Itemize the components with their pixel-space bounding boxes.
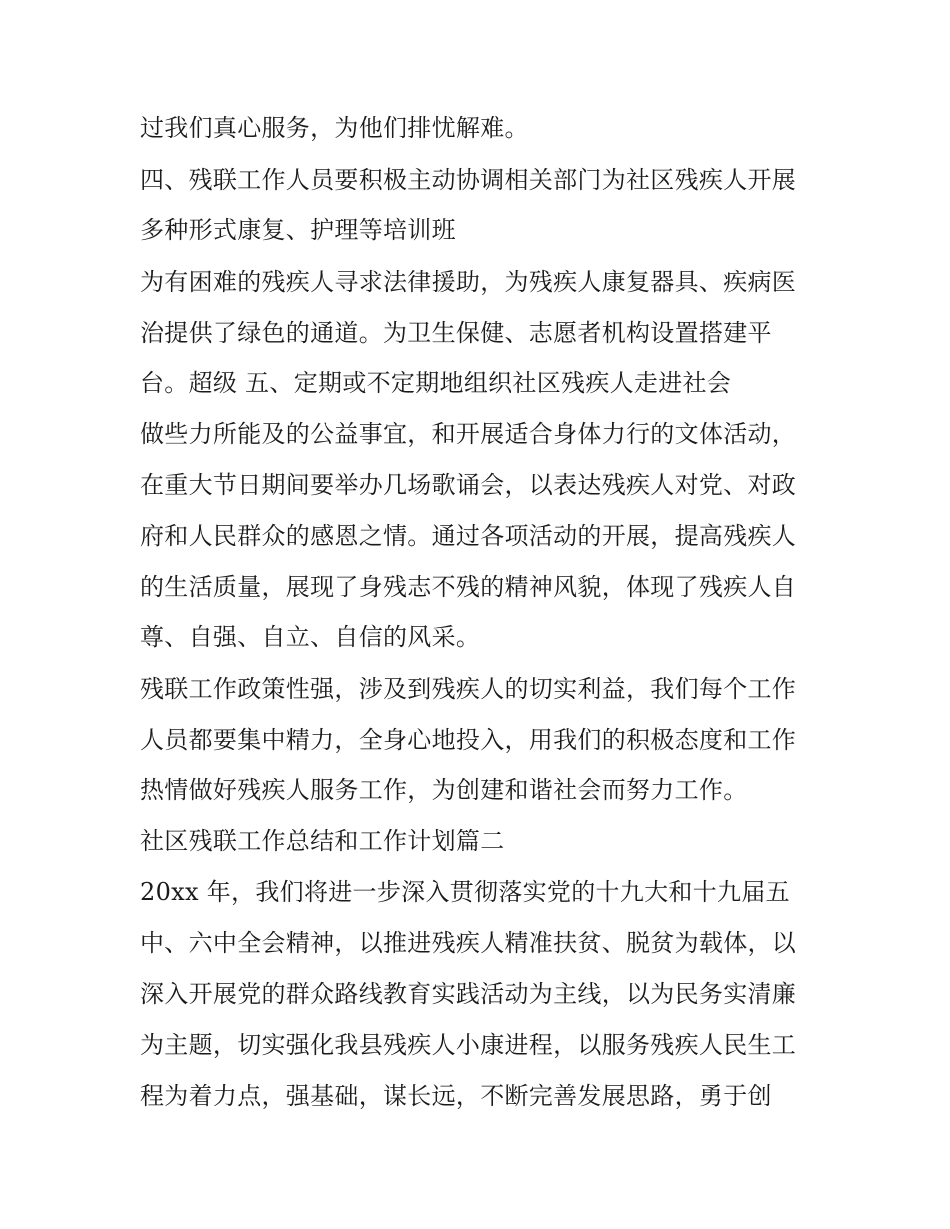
text-line: 的生活质量，展现了身残志不残的精神风貌，体现了残疾人自 xyxy=(140,573,797,601)
text-line: 为主题，切实强化我县残疾人小康进程，以服务残疾人民生工 xyxy=(140,1031,797,1059)
text-line: 多种形式康复、护理等培训班 xyxy=(140,216,456,244)
text-line: 人员都要集中精力，全身心地投入，用我们的积极态度和工作 xyxy=(140,726,797,754)
text-line: 台。超级 五、定期或不定期地组织社区残疾人走进社会 xyxy=(140,369,732,397)
text-line: 在重大节日期间要举办几场歌诵会，以表达残疾人对党、对政 xyxy=(140,471,797,499)
text-line: 为有困难的残疾人寻求法律援助，为残疾人康复器具、疾病医 xyxy=(140,268,797,296)
text-line: 中、六中全会精神，以推进残疾人精准扶贫、脱贫为载体，以 xyxy=(140,929,797,957)
section-heading: 社区残联工作总结和工作计划篇二 xyxy=(140,827,505,855)
text-line: 治提供了绿色的通道。为卫生保健、志愿者机构设置搭建平 xyxy=(140,319,772,347)
text-line: 府和人民群众的感恩之情。通过各项活动的开展，提高残疾人 xyxy=(140,522,797,550)
text-line: 热情做好残疾人服务工作，为创建和谐社会而努力工作。 xyxy=(140,776,748,804)
text-line: 尊、自强、自立、自信的风采。 xyxy=(140,623,481,651)
text-line: 做些力所能及的公益事宜，和开展适合身体力行的文体活动， xyxy=(140,420,797,448)
text-line: 残联工作政策性强，涉及到残疾人的切实利益，我们每个工作 xyxy=(140,675,797,703)
text-line: 四、残联工作人员要积极主动协调相关部门为社区残疾人开展 xyxy=(140,166,797,194)
text-line: 深入开展党的群众路线教育实践活动为主线，以为民务实清廉 xyxy=(140,980,797,1008)
text-line: 程为着力点，强基础，谋长远，不断完善发展思路，勇于创 xyxy=(140,1082,772,1110)
text-line: 过我们真心服务，为他们排忧解难。 xyxy=(140,114,529,142)
text-line: 20xx 年，我们将进一步深入贯彻落实党的十九大和十九届五 xyxy=(140,878,790,906)
